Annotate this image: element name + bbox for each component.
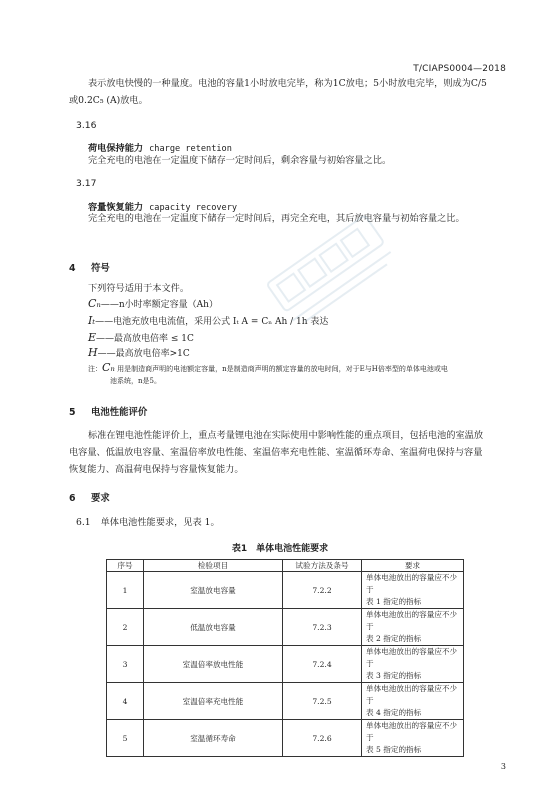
table-cell-method: 7.2.6 bbox=[283, 720, 362, 757]
intro-line-1: 表示放电快慢的一种量度。电池的容量1小时放电完毕，称为1C放电；5小时放电完毕，则成为C/5 bbox=[88, 78, 487, 89]
table-cell-requirement bbox=[362, 609, 464, 646]
intro-line-2: 或0.2C₅ (A)放电。 bbox=[69, 95, 148, 106]
table-cell-item: 室温循环寿命 bbox=[144, 720, 283, 757]
req-line-2: 表 3 指定的指标 bbox=[366, 671, 422, 680]
note-symbol: Cₙ bbox=[102, 361, 115, 374]
req-line-2: 表 5 指定的指标 bbox=[366, 745, 422, 754]
note-label: 注： bbox=[88, 365, 102, 373]
symbol-e bbox=[88, 331, 194, 346]
table-cell-no: 3 bbox=[107, 646, 144, 683]
table-row bbox=[107, 646, 464, 683]
term-316-en: charge retention bbox=[149, 144, 232, 154]
symbol-e-text: ——最高放电倍率 ≤ 1C bbox=[96, 334, 194, 344]
table-cell-item: 室温放电容量 bbox=[144, 572, 283, 609]
section-4-number: 4 bbox=[69, 263, 76, 274]
table-header-row bbox=[107, 560, 464, 572]
table-cell-method: 7.2.2 bbox=[283, 572, 362, 609]
table-cell-no: 5 bbox=[107, 720, 144, 757]
table-row bbox=[107, 720, 464, 757]
table-cell-no: 4 bbox=[107, 683, 144, 720]
note-line-2: 池系统，n是5。 bbox=[110, 377, 161, 385]
table-row bbox=[107, 683, 464, 720]
section-5-number: 5 bbox=[69, 407, 76, 418]
table-header-method: 试验方法及条号 bbox=[283, 560, 362, 572]
req-line-1: 单体电池放出的容量应不少于 bbox=[366, 610, 458, 631]
req-line-1: 单体电池放出的容量应不少于 bbox=[366, 684, 458, 705]
term-316-number: 3.16 bbox=[76, 120, 97, 131]
section-5-line-1: 标准在锂电池性能评价上，重点考量锂电池在实际使用中影响性能的重点项目，包括电池的室温放 bbox=[88, 430, 484, 441]
term-316-definition: 完全充电的电池在一定温度下储存一定时间后，剩余容量与初始容量之比。 bbox=[88, 155, 392, 166]
section-5-heading bbox=[69, 404, 147, 418]
table-row bbox=[107, 609, 464, 646]
req-line-2: 表 4 指定的指标 bbox=[366, 708, 422, 717]
section-6-heading bbox=[69, 490, 110, 504]
table-cell-item: 低温放电容量 bbox=[144, 609, 283, 646]
req-line-2: 表 2 指定的指标 bbox=[366, 634, 422, 643]
section-4-intro: 下列符号适用于本文件。 bbox=[88, 283, 190, 294]
table-header-no: 序号 bbox=[107, 560, 144, 572]
table-cell-method: 7.2.3 bbox=[283, 609, 362, 646]
table-row bbox=[107, 572, 464, 609]
table-1-caption: 表1 单体电池性能要求 bbox=[231, 544, 329, 554]
section-6-title: 要求 bbox=[91, 493, 110, 504]
table-cell-requirement bbox=[362, 683, 464, 720]
symbol-e-sym: E bbox=[88, 331, 97, 344]
symbol-cn-text: ——n小时率额定容量（Ah） bbox=[100, 300, 218, 310]
symbol-it-text: ——电池充放电电流值，采用公式 Iₜ A = Cₙ Ah / 1h 表达 bbox=[95, 317, 329, 327]
table-cell-item: 室温倍率充电性能 bbox=[144, 683, 283, 720]
symbol-h-sym: H bbox=[88, 346, 98, 359]
term-316-cn: 荷电保持能力 bbox=[88, 143, 144, 154]
section-6-1 bbox=[76, 515, 220, 531]
symbol-note bbox=[88, 362, 508, 375]
symbol-cn-sym: Cₙ bbox=[88, 297, 101, 310]
term-317-en: capacity recovery bbox=[149, 203, 238, 213]
table-cell-no: 1 bbox=[107, 572, 144, 609]
term-317-number: 3.17 bbox=[76, 178, 97, 189]
table-cell-requirement bbox=[362, 646, 464, 683]
section-4-title: 符号 bbox=[91, 263, 110, 274]
table-header-item: 检验项目 bbox=[144, 560, 283, 572]
section-6-number: 6 bbox=[69, 493, 76, 504]
table-header-requirement: 要求 bbox=[362, 560, 464, 572]
term-317-cn: 容量恢复能力 bbox=[88, 202, 144, 213]
req-line-1: 单体电池放出的容量应不少于 bbox=[366, 721, 458, 742]
req-line-2: 表 1 指定的指标 bbox=[366, 597, 422, 606]
req-line-1: 单体电池放出的容量应不少于 bbox=[366, 573, 458, 594]
table-1 bbox=[106, 559, 464, 757]
page-number: 3 bbox=[500, 762, 506, 771]
section-5-line-2: 电容量、低温放电容量、室温倍率放电性能、室温倍率充电性能、室温循环寿命、室温荷电保持与容量 bbox=[69, 447, 483, 458]
table-cell-no: 2 bbox=[107, 609, 144, 646]
section-5-line-3: 恢复能力、高温荷电保持与容量恢复能力。 bbox=[69, 464, 244, 475]
symbol-h bbox=[88, 346, 190, 361]
watermark-logo bbox=[250, 190, 410, 350]
symbol-h-text: ——最高放电倍率>1C bbox=[97, 349, 190, 359]
table-cell-requirement bbox=[362, 720, 464, 757]
symbol-it-sym: Iₜ bbox=[88, 314, 96, 327]
symbol-cn bbox=[88, 297, 218, 312]
table-cell-requirement bbox=[362, 572, 464, 609]
req-line-1: 单体电池放出的容量应不少于 bbox=[366, 647, 458, 668]
section-4-heading bbox=[69, 260, 110, 274]
note-line-1: 用是制造商声明的电池额定容量，n是制造商声明的额定容量的放电时间，对于E与H倍率型的单体电池或电 bbox=[117, 365, 448, 373]
standard-number: T/CIAPS0004—2018 bbox=[413, 64, 506, 74]
section-6-1-number: 6.1 bbox=[76, 517, 91, 528]
table-cell-method: 7.2.4 bbox=[283, 646, 362, 683]
section-5-title: 电池性能评价 bbox=[91, 407, 148, 418]
table-cell-method: 7.2.5 bbox=[283, 683, 362, 720]
term-316-heading bbox=[88, 140, 232, 154]
term-317-definition: 完全充电的电池在一定温度下储存一定时间后，再完全充电，其后放电容量与初始容量之比。 bbox=[88, 213, 465, 224]
table-cell-item: 室温倍率放电性能 bbox=[144, 646, 283, 683]
section-6-1-text: 单体电池性能要求，见表 1。 bbox=[100, 517, 220, 528]
